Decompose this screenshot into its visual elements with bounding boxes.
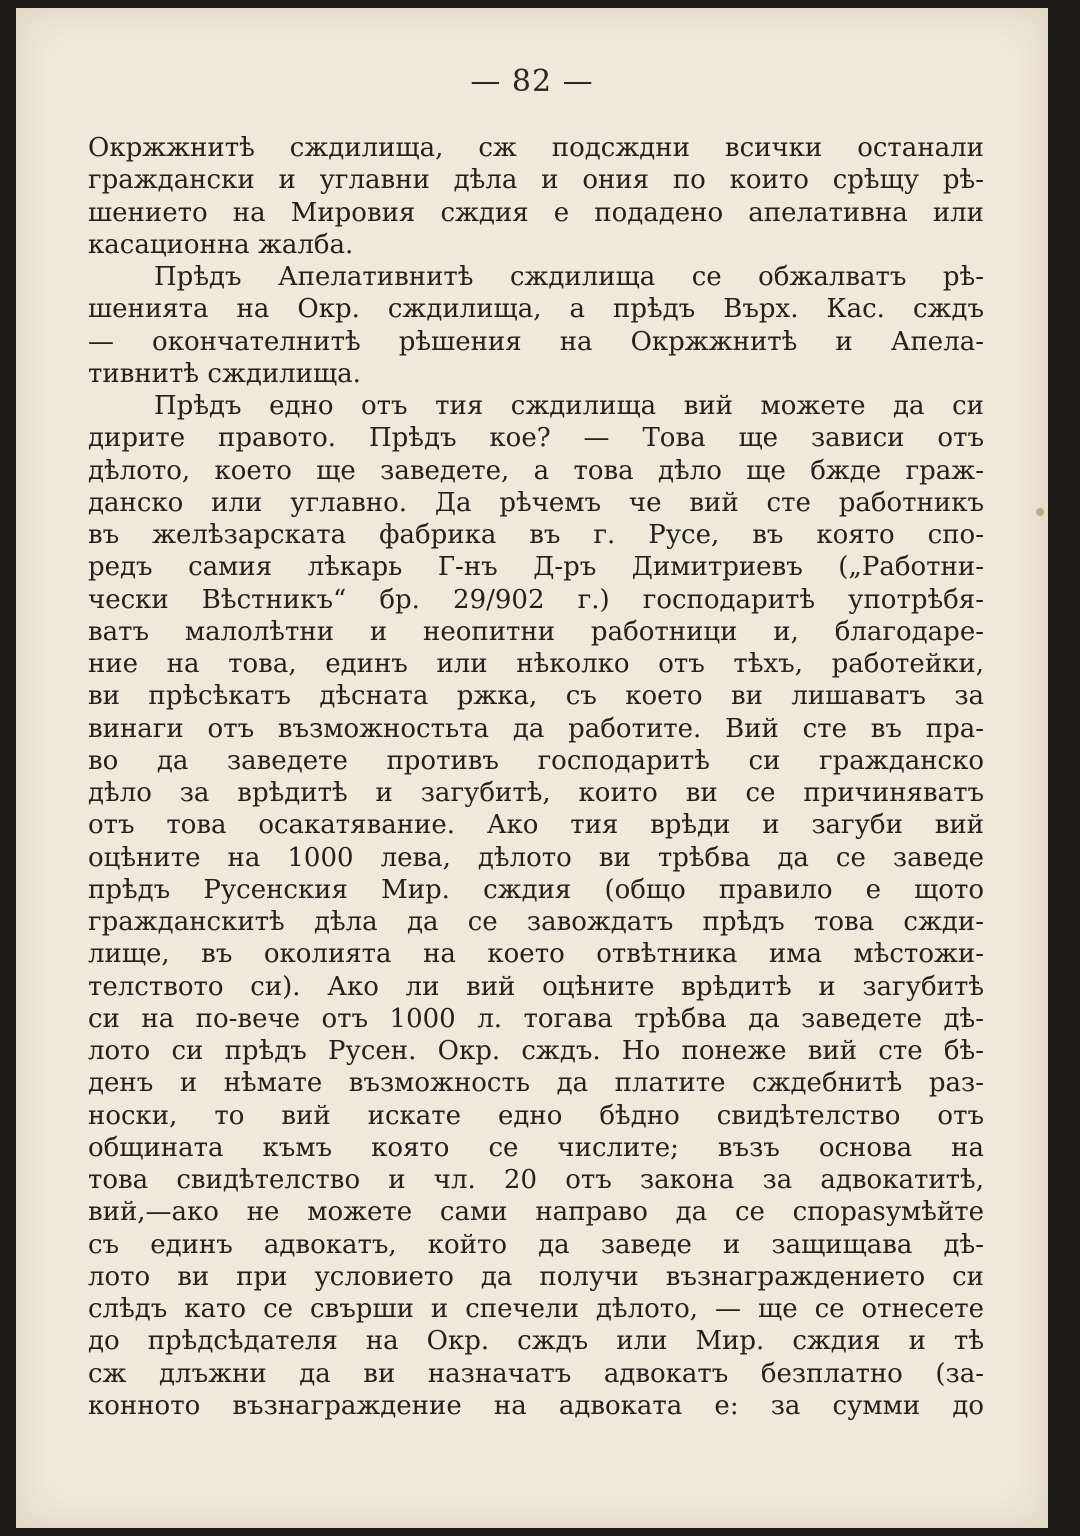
ink-speck (1036, 508, 1044, 516)
text-line: ватъ малолѣтни и неопитни работници и, благодаре- (88, 616, 984, 647)
text-line: общината къмъ която се числите; възъ основа на (88, 1132, 984, 1163)
text-line: чески Вѣстникъ“ бр. 29/902 г.) господаритѣ употрѣбя- (88, 584, 984, 615)
text-line: Окржжнитѣ сждилища, сж подсждни всички останали (88, 133, 984, 163)
text-line: граждански и углавни дѣла и ония по които срѣщу рѣ- (88, 165, 984, 196)
text-line: слѣдъ като се свърши и спечели дѣлото, — ще се отнесете (88, 1294, 984, 1324)
text-line: дирите правото. Прѣдъ кое? — Това ще зависи отъ (88, 423, 984, 454)
text-line: касационна жалба. (88, 229, 354, 260)
text-line: това свидѣтелство и чл. 20 отъ закона за адвокатитѣ, (88, 1165, 984, 1195)
text-line: дѣло за врѣдитѣ и загубитѣ, които ви се причиняватъ (88, 778, 984, 808)
text-line: данско или углавно. Да рѣчемъ че вий сте работникъ (88, 487, 984, 518)
text-line: Прѣдъ едно отъ тия сждилища вий можете да си (154, 391, 984, 421)
text-line: шенията на Окр. сждилища, а прѣдъ Върх. Кас. сждъ (88, 294, 984, 325)
book-page (16, 8, 1048, 1528)
text-line: вий,—ако не можете сами направо да се спораѕумѣйте (88, 1197, 984, 1228)
text-line: съ единъ адвокатъ, който да заведе и защищава дѣ- (88, 1229, 984, 1260)
text-line: во да заведете противъ господаритѣ си гражданско (88, 745, 984, 776)
text-line: тивнитѣ сждилища. (88, 358, 361, 389)
body-text (88, 132, 984, 1422)
text-line: лото ви при условието да получи възнаграждението си (88, 1261, 984, 1292)
text-line: лище, въ околията на което отвѣтника има мѣстожи- (88, 939, 984, 970)
text-line: шението на Мировия сждия е подадено апелативна или (88, 197, 984, 228)
text-line: лото си прѣдъ Русен. Окр. сждъ. Но понеже вий сте бѣ- (88, 1036, 984, 1066)
text-line: денъ и нѣмате възможность да платите сждебнитѣ раз- (88, 1068, 984, 1099)
text-line: гражданскитѣ дѣла да се завождатъ прѣдъ това сжди- (88, 907, 984, 937)
text-line: конното възнаграждение на адвоката е: за сумми до (88, 1390, 984, 1421)
text-line: сж длъжни да ви назначатъ адвокатъ безплатно (за- (88, 1358, 984, 1389)
text-line: ние на това, единъ или нѣколко отъ тѣхъ, работейки, (88, 649, 984, 679)
text-line: ви прѣсѣкатъ дѣсната ржка, съ което ви лишаватъ за (88, 681, 984, 712)
text-line: носки, то вий искате едно бѣдно свидѣтелство отъ (88, 1100, 984, 1131)
text-line: телството си). Ако ли вий оцѣните врѣдитѣ и загубитѣ (88, 971, 984, 1002)
text-line: редъ самия лѣкарь Г-нъ Д-ръ Димитриевъ („Работни- (88, 552, 984, 583)
text-line: прѣдъ Русенския Мир. сждия (общо правило е щото (88, 874, 984, 905)
text-line: дѣлото, което ще заведете, а това дѣло ще бжде граж- (88, 455, 984, 486)
text-line: въ желѣзарската фабрика въ г. Русе, въ която спо- (88, 520, 984, 550)
text-line: Прѣдъ Апелативнитѣ сждилища се обжалватъ рѣ- (154, 262, 984, 292)
text-line: винаги отъ възможностьта да работите. Вий сте въ пра- (88, 713, 984, 744)
text-line: до прѣдсѣдателя на Окр. сждъ или Мир. сждия и тѣ (88, 1326, 984, 1357)
page-number: — 82 — (470, 64, 594, 99)
text-line: — окончателнитѣ рѣшения на Окржжнитѣ и Апела- (88, 326, 984, 357)
text-line: си на по-вече отъ 1000 л. тогава трѣбва да заведете дѣ- (88, 1003, 984, 1034)
text-line: отъ това осакатявание. Ако тия врѣди и загуби вий (88, 810, 984, 841)
text-line: оцѣните на 1000 лева, дѣлото ви трѣбва да се заведе (88, 842, 984, 873)
